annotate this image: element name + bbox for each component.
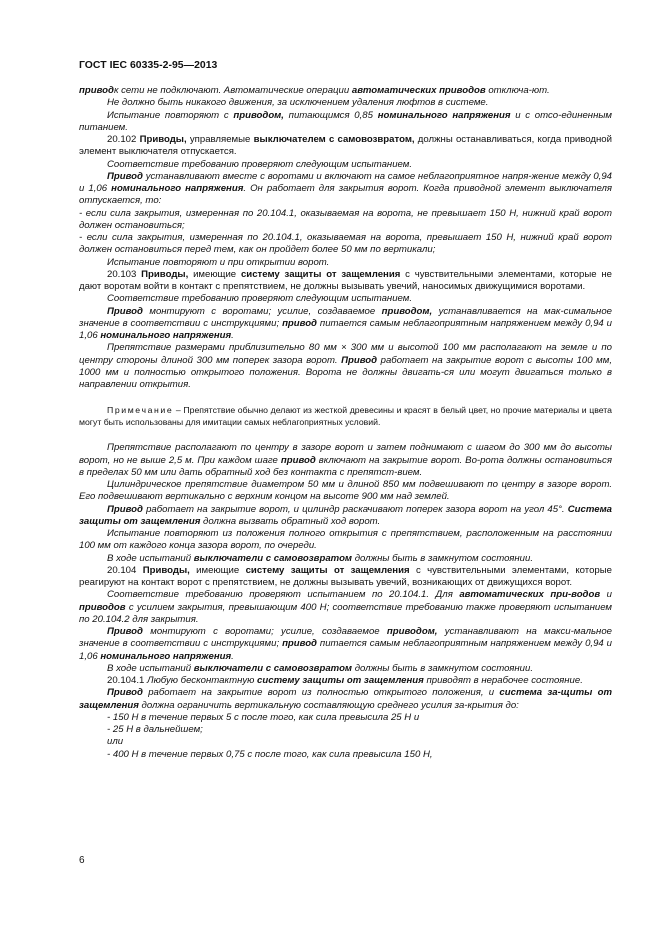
text-run: работает на закрытие ворот с высоты 100 мм, 1000 мм и полностью открытого положения. Ворота не должны двигать-ся или могут двигаться только в направлении открытия. <box>79 354 612 390</box>
bold-term: Приводы, <box>141 268 189 280</box>
text-run: - если сила закрытия, измеренная по 20.104.1, оказываемая на ворота, не превышает 150 Н, нижний край ворот должен остановиться; <box>79 207 612 231</box>
text-run: должна вызвать обратный ход ворот. <box>200 515 381 527</box>
text-paragraph <box>79 565 612 590</box>
text-run: 20.102 <box>107 134 140 145</box>
text-paragraph <box>79 504 612 529</box>
text-paragraph <box>79 479 612 504</box>
bold-term: номинального напряжения <box>377 109 511 121</box>
text-paragraph <box>79 342 612 391</box>
text-run: работает на закрытие ворот, и цилиндр раскачивают поперек зазора ворот на угол 45°. <box>142 503 568 515</box>
text-paragraph <box>79 306 612 343</box>
text-paragraph <box>79 589 612 626</box>
text-paragraph <box>79 269 612 294</box>
text-paragraph <box>79 442 612 479</box>
text-run: Препятствие располагают по центру в зазоре ворот и затем поднимают с шагом до 300 мм до высоты ворот, но не выше 2,5 м. При каждом шаге <box>79 442 612 466</box>
page-number: 6 <box>79 855 85 866</box>
text-run: - 150 Н в течение первых 5 с после того, как сила превысила 25 Н и <box>107 711 420 723</box>
text-run: с чувствительными элементами, которые реагируют на контакт ворот с препятствием, не должны вызывать увечий, возникающих от движущихся ворот. <box>79 564 612 588</box>
text-paragraph <box>79 134 612 159</box>
bold-term: Приводы, <box>139 134 187 145</box>
bold-term: систему защиты от защемления <box>245 564 410 576</box>
text-run: - 25 Н в дальнейшем; <box>107 724 203 735</box>
text-paragraph <box>79 232 612 257</box>
bold-term: Привод <box>107 626 143 637</box>
bold-term: Привод <box>341 354 378 366</box>
text-run: В ходе испытаний <box>107 552 194 564</box>
bold-term: Привод <box>107 305 143 317</box>
text-run: монтируют с воротами; усилие, создаваемое <box>142 626 387 637</box>
text-paragraph <box>79 85 612 97</box>
text-run: 20.103 <box>107 268 142 280</box>
text-paragraph <box>79 171 612 208</box>
bold-term: привод <box>79 85 114 96</box>
text-paragraph <box>79 736 612 748</box>
text-run: к сети не подключают. Автоматические операции <box>113 85 352 96</box>
text-paragraph <box>79 663 612 675</box>
bold-term: систему защиты от защемления <box>240 268 401 280</box>
text-run: управляемые <box>186 134 254 145</box>
bold-term: номинального напряжения <box>100 330 232 341</box>
bold-term: система за-щиты от защемления <box>79 687 612 711</box>
bold-term: приводом, <box>233 109 284 121</box>
text-run: 20.104.1 <box>107 675 148 686</box>
bold-term: выключатели с самовозвратом <box>193 662 353 674</box>
bold-term: Система защиты от защемления <box>79 503 612 527</box>
bold-term: привод <box>282 638 317 650</box>
text-run: Испытание повторяют с <box>107 109 234 121</box>
text-run: питается самым неблагоприятным напряжением между 0,94 и 1,06 <box>79 317 612 341</box>
text-run: должна ограничить вертикальную составляющую среднего усилия за-крытия до: <box>138 699 519 711</box>
document-body <box>79 85 612 761</box>
text-paragraph <box>79 208 612 233</box>
text-run: Соответствие требованию проверяют следующим испытанием. <box>107 293 413 305</box>
text-run: должны быть в замкнутом состоянии. <box>352 552 533 564</box>
bold-term: выключателем с самовозвратом, <box>253 134 415 145</box>
text-paragraph <box>79 712 612 724</box>
text-run: питается самым неблагоприятным напряжением между 0,94 и 1,06 <box>79 638 612 662</box>
text-run: . <box>231 650 234 662</box>
bold-term: Привод <box>107 170 143 182</box>
text-run: - 400 Н в течение первых 0,75 с после того, как сила превысила 150 Н, <box>107 748 433 760</box>
note-paragraph <box>79 405 612 428</box>
text-run: Цилиндрическое препятствие диаметром 50 мм и длиной 850 мм подвешивают по центру в зазоре ворот. Его подвешивают вертикально с верхним концом на высоте 900 мм над землей. <box>79 479 612 503</box>
standard-header: ГОСТ IEC 60335-2-95—2013 <box>79 60 218 71</box>
text-run: включают на закрытие ворот. Во-рота должны остановиться в пределах 50 мм или дать обратный ход без контакта с препятст-вием. <box>79 454 612 478</box>
bold-term: приводом, <box>386 626 438 637</box>
text-run: с усилием закрытия, превышающим 400 Н; соответствие требованию также проверяют испытанием по 20.104.2 для закрытия. <box>79 601 612 625</box>
text-paragraph <box>79 159 612 171</box>
text-paragraph <box>79 724 612 736</box>
text-paragraph <box>79 293 612 305</box>
text-run: Любую бесконтактную <box>147 675 258 686</box>
text-run: отключа-ют. <box>485 85 550 96</box>
text-run: имеющие <box>188 268 241 280</box>
text-paragraph <box>79 687 612 712</box>
text-run: Соответствие требованию проверяют испытанием по 20.104.1. Для <box>107 589 460 601</box>
text-run: – Препятствие обычно делают из жесткой древесины и красят в белый цвет, но прочие материалы и цвета могут быть использованы для имитации самых неблагоприятных условий. <box>79 405 612 427</box>
text-run: с чувствительными элементами, которые не дают воротам войти в контакт с препятствием, не должны вызывать увечий, наносимых движущимися воротами. <box>79 268 613 292</box>
text-run: должны останавливаться, когда приводной элемент выключателя отпускается. <box>79 134 612 158</box>
text-run: устанавливается на мак-симальное значение в соответствии с инструкциями; <box>79 305 612 329</box>
text-run: Испытание повторяют из положения полного открытия с препятствием, расположенным на расстоянии 100 мм от каждого конца зазора ворот, по очереди. <box>79 528 612 552</box>
bold-term: приводов <box>79 601 126 613</box>
text-run: . <box>231 330 234 341</box>
text-run: монтируют с воротами; усилие, создаваемое <box>142 305 382 317</box>
text-run: 20.104 <box>107 564 143 576</box>
text-run: приводят в нерабочее состояние. <box>423 675 583 686</box>
bold-term: Привод <box>107 687 143 699</box>
text-run: имеющие <box>189 564 246 576</box>
text-run: - если сила закрытия, измеренная по 20.104.1, оказываемая на ворота, превышает 150 Н, нижний край ворот должен остановиться перед тем, как он пройдет более 50 мм по вертикали; <box>79 232 612 256</box>
text-paragraph <box>79 257 612 269</box>
text-paragraph <box>79 528 612 553</box>
bold-term: Приводы, <box>142 564 190 576</box>
bold-term: автоматических приводов <box>351 85 486 96</box>
bold-term: номинального напряжения <box>111 183 244 194</box>
text-run: Испытание повторяют и при открытии ворот. <box>107 256 330 268</box>
text-run: или <box>107 736 124 748</box>
bold-term: приводом, <box>381 305 433 317</box>
bold-term: номинального напряжения <box>100 650 232 662</box>
bold-term: систему защиты от защемления <box>257 675 424 686</box>
text-run: должны быть в замкнутом состоянии. <box>352 662 533 674</box>
text-paragraph <box>79 97 612 109</box>
bold-term: выключатели с самовозвратом <box>193 552 353 564</box>
text-run: устанавливают на макси-мальное значение в соответствии с инструкциями; <box>79 626 613 650</box>
text-run: Препятствие размерами приблизительно 80 мм × 300 мм и высотой 100 мм располагают на земле и по центру стороны длиной 300 мм поперек зазора ворот. <box>79 342 612 366</box>
text-run: . Он работает для закрытия ворот. Когда приводной элемент выключателя отпускается, то: <box>79 183 613 207</box>
bold-term: Привод <box>107 503 143 515</box>
text-run: и с отсо-единенным питанием. <box>79 109 613 133</box>
text-paragraph <box>79 675 612 687</box>
text-run: устанавливают вместе с воротами и включают на самое неблагоприятное напря-жение между 0,94 и 1,06 <box>79 170 612 194</box>
bold-term: привод <box>282 317 317 329</box>
text-paragraph <box>79 110 612 135</box>
text-paragraph <box>79 553 612 565</box>
text-run: Примечание <box>107 405 174 416</box>
text-run: Соответствие требованию проверяют следующим испытанием. <box>107 158 413 170</box>
text-run: В ходе испытаний <box>107 662 194 674</box>
text-run: работает на закрытие ворот из полностью открытого положения, и <box>142 687 500 699</box>
text-paragraph <box>79 749 612 761</box>
text-paragraph <box>79 626 612 663</box>
text-run: Не должно быть никакого движения, за исключением удаления люфтов в системе. <box>107 97 489 109</box>
text-run: питающимся 0,85 <box>283 109 378 121</box>
text-run: и <box>600 589 612 601</box>
bold-term: привод <box>280 454 316 466</box>
bold-term: автоматических при-водов <box>459 589 601 601</box>
